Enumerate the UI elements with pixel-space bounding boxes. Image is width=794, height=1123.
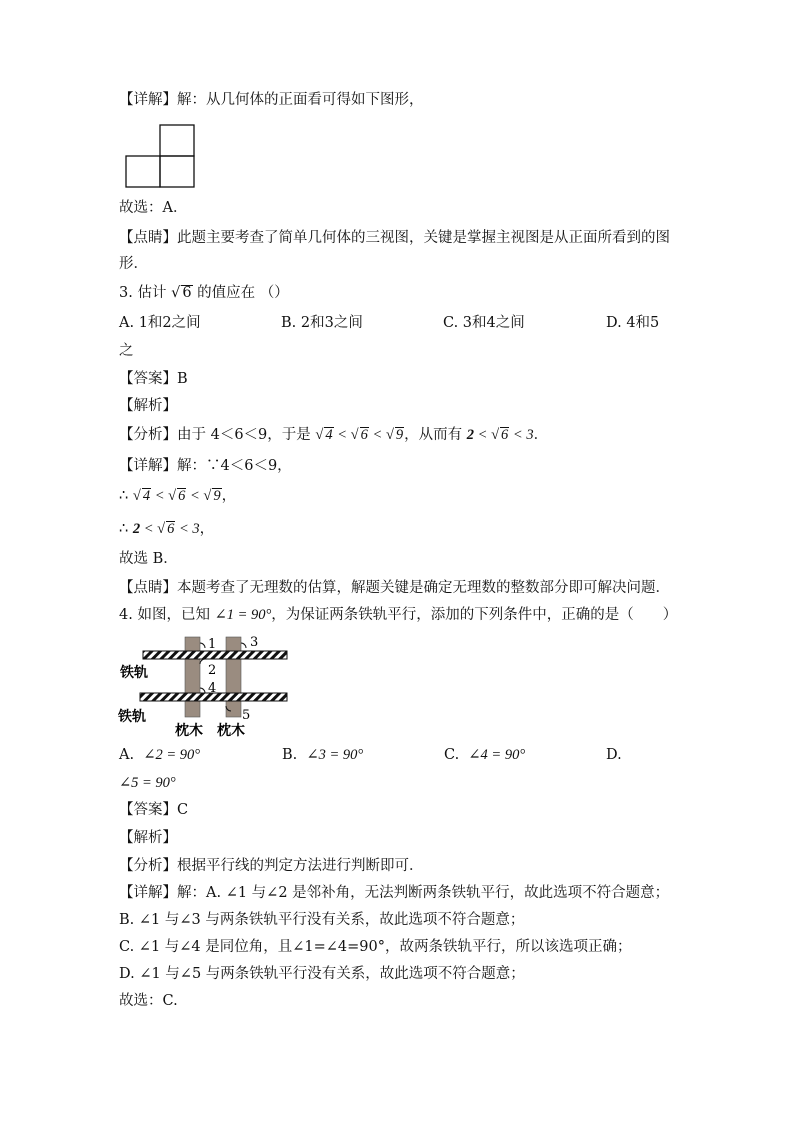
front-view-figure	[124, 124, 198, 188]
angle-2-label: 2	[208, 663, 217, 678]
choice-3: 故选 B．	[119, 551, 178, 567]
detail-4-b: B. ∠1 与∠3 与两条铁轨平行没有关系，故此选项不符合题意；	[119, 912, 525, 928]
detail-3-step1: ∴ √ 4 < √ 6 < √ 9，	[119, 488, 237, 504]
q3-option-c: C. 3和4之间	[443, 315, 525, 331]
q4-option-d: ∠5 = 90°	[119, 775, 176, 791]
answer-3: 【答案】B	[119, 371, 188, 387]
q3-option-a: A. 1和2之间	[119, 315, 201, 331]
analysis-3-line: 【分析】由于 4＜6＜9，于是 √ 4 < √ 6 < √ 9，从而有 2 < √ 6 < 3．	[119, 427, 549, 443]
answer-4: 【答案】C	[119, 802, 189, 818]
rail-label-top: 铁轨	[120, 665, 148, 681]
detail-4-c: C. ∠1 与∠4 是同位角，且∠1=∠4=90°，故两条铁轨平行，所以该选项正确；	[119, 939, 632, 955]
angle-4-label: 4	[208, 681, 217, 696]
sleeper-label-left: 枕木	[175, 723, 203, 739]
railway-figure	[118, 632, 293, 740]
sleeper-left	[185, 637, 200, 717]
choice-4: 故选：C.	[119, 993, 178, 1009]
detail-3-line: 【详解】解：∵4＜6＜9，	[119, 458, 292, 474]
view-square-left	[126, 156, 160, 187]
q4-option-b: B. ∠3 = 90°	[282, 747, 364, 763]
question-4-stem: 4. 如图，已知 ∠1 = 90°，为保证两条铁轨平行，添加的下列条件中，正确的是（ ）	[119, 607, 678, 623]
q4-option-c: C. ∠4 = 90°	[444, 747, 526, 763]
sleeper-label-right: 枕木	[217, 723, 245, 739]
angle-5-label: 5	[242, 708, 251, 723]
detail-3-step2: ∴ 2 < √ 6 < 3，	[119, 521, 215, 537]
angle-4-arc	[200, 688, 205, 693]
angle-3-label: 3	[250, 635, 259, 650]
analysis-3-heading: 【解析】	[119, 398, 177, 414]
q4-option-a: A. ∠2 = 90°	[119, 747, 201, 763]
analysis-4-line: 【分析】根据平行线的判定方法进行判断即可．	[119, 858, 424, 874]
q3-option-d-wrap: 之	[119, 343, 134, 359]
angle-1-label: 1	[208, 637, 217, 652]
detail-line: 【详解】解：从几何体的正面看可得如下图形，	[119, 92, 424, 108]
rail-top	[143, 651, 287, 659]
q3-option-b: B. 2和3之间	[281, 315, 363, 331]
detail-4-a: 【详解】解：A. ∠1 与∠2 是邻补角，无法判断两条铁轨平行，故此选项不符合题意；	[119, 885, 670, 901]
angle-2-arc	[200, 659, 205, 664]
view-square-right	[160, 156, 194, 187]
comment-3: 【点睛】本题考查了无理数的估算，解题关键是确定无理数的整数部分即可解决问题．	[119, 580, 670, 596]
comment-line: 【点睛】此题主要考查了简单几何体的三视图，关键是掌握主视图是从正面所看到的图	[119, 230, 670, 246]
sleeper-right	[226, 637, 241, 717]
angle-3-arc	[241, 643, 246, 648]
view-square-top	[160, 125, 194, 156]
angle-1-arc	[200, 643, 205, 648]
q4-option-d-label: D.	[606, 747, 622, 763]
detail-4-d: D. ∠1 与∠5 与两条铁轨平行没有关系，故此选项不符合题意；	[119, 966, 525, 982]
rail-label-bottom: 铁轨	[118, 709, 146, 725]
comment-line-cont: 形．	[119, 256, 148, 272]
q3-option-d: D. 4和5	[606, 315, 660, 331]
analysis-4-heading: 【解析】	[119, 830, 177, 846]
choice-line: 故选：A．	[119, 200, 188, 216]
question-3-stem: 3. 估计 √ 6 的值应在 （）	[119, 285, 289, 301]
